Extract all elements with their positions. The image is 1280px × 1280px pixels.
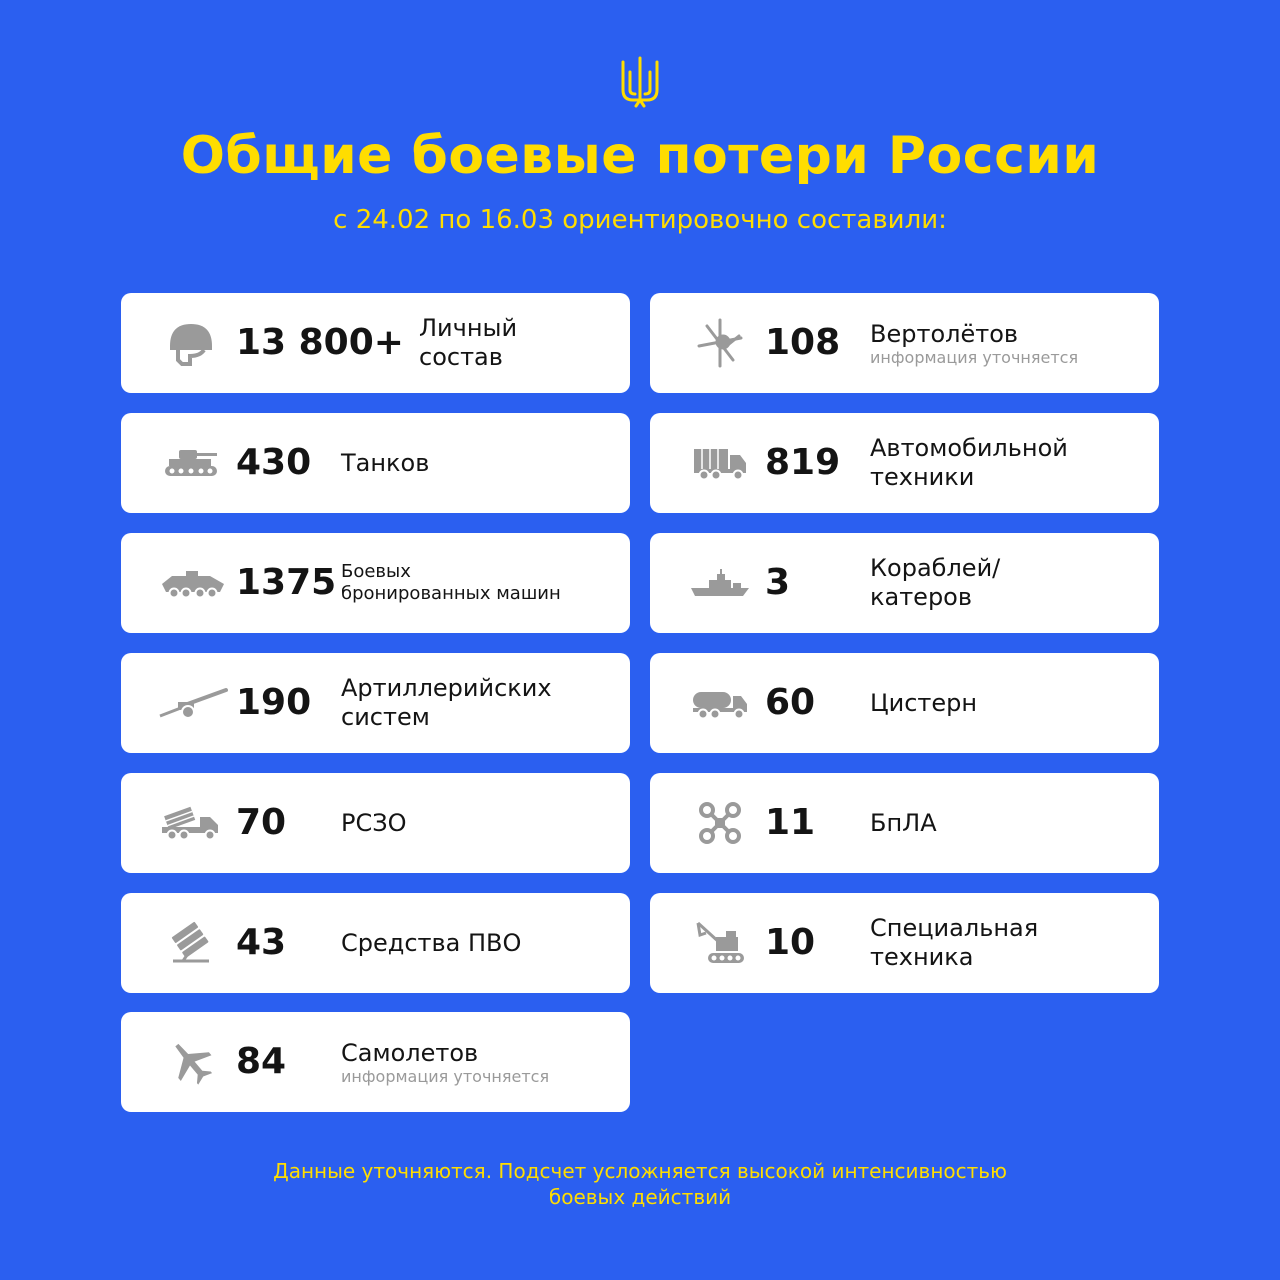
stat-value: 10 <box>765 922 816 963</box>
stat-label-line1: Специальная <box>870 914 1039 942</box>
stat-value: 60 <box>765 682 816 723</box>
page-subtitle: с 24.02 по 16.03 ориентировочно составили: <box>333 205 947 235</box>
stat-value: 13 800+ <box>236 322 404 363</box>
stat-label-line2: техника <box>870 943 974 971</box>
stat-value: 108 <box>765 322 841 363</box>
stat-label-line2: состав <box>419 343 503 371</box>
stat-value: 430 <box>236 442 312 483</box>
stat-label-line1: Автомобильной <box>870 434 1068 462</box>
stat-value: 70 <box>236 802 287 843</box>
excavator-icon <box>688 913 752 973</box>
tanker-truck-icon <box>688 673 752 733</box>
card-artillery <box>121 653 630 753</box>
stat-label-line2: систем <box>341 703 430 731</box>
stat-label-line2: бронированных машин <box>341 583 561 604</box>
stat-label-line1: Личный <box>419 314 518 342</box>
tank-icon <box>159 433 223 493</box>
stat-note: информация уточняется <box>870 347 1079 367</box>
ship-icon <box>688 553 752 613</box>
stat-label <box>870 773 1150 873</box>
card-personnel <box>121 293 630 393</box>
stat-value: 3 <box>765 562 791 603</box>
helicopter-icon <box>688 313 752 373</box>
stat-label <box>341 893 621 993</box>
stat-label-line2: техники <box>870 463 975 491</box>
stat-label-line2: катеров <box>870 583 973 611</box>
card-ships <box>650 533 1159 633</box>
stat-value: 819 <box>765 442 841 483</box>
card-vehicles <box>650 413 1159 513</box>
page-title: Общие боевые потери России <box>180 126 1100 186</box>
card-armored-vehicles <box>121 533 630 633</box>
drone-icon <box>688 793 752 853</box>
footer-note <box>140 1158 1140 1210</box>
stat-label <box>870 653 1150 753</box>
stat-label-line1: БпЛА <box>870 808 937 837</box>
stat-label-line1: Средства ПВО <box>341 928 522 957</box>
card-air-defense <box>121 893 630 993</box>
stat-label-line1: Самолетов <box>341 1038 479 1067</box>
card-tanks <box>121 413 630 513</box>
card-special-equipment <box>650 893 1159 993</box>
footer-line1: Данные уточняются. Подсчет усложняется высокой интенсивностью <box>273 1159 1007 1183</box>
stat-label-line1: Вертолётов <box>870 319 1019 348</box>
footer-line2: боевых действий <box>548 1185 732 1209</box>
card-uav <box>650 773 1159 873</box>
stat-label-line1: Боевых <box>341 561 411 582</box>
rocket-launcher-icon <box>159 793 223 853</box>
card-helicopters <box>650 293 1159 393</box>
stat-label-line1: Кораблей/ <box>870 554 1001 582</box>
stat-value: 1375 <box>236 562 337 603</box>
helmet-icon <box>159 313 223 373</box>
truck-icon <box>688 433 752 493</box>
stat-note: информация уточняется <box>341 1066 550 1086</box>
trident-icon <box>619 56 661 108</box>
stat-label-line1: Танков <box>341 448 430 477</box>
stat-label <box>870 893 1150 993</box>
stat-label <box>870 413 1150 513</box>
apc-icon <box>157 553 229 613</box>
stat-label <box>341 1012 621 1112</box>
stat-label-line1: РСЗО <box>341 808 407 837</box>
stat-value: 43 <box>236 922 287 963</box>
air-defense-icon <box>159 913 223 973</box>
card-mlrs <box>121 773 630 873</box>
stat-label <box>870 293 1150 393</box>
stat-value: 84 <box>236 1041 287 1082</box>
stat-value: 190 <box>236 682 312 723</box>
stat-label <box>341 773 621 873</box>
card-tankers <box>650 653 1159 753</box>
stat-label <box>870 533 1150 633</box>
stat-label <box>341 653 621 753</box>
stat-label-line1: Артиллерийских <box>341 674 552 702</box>
stat-label-line1: Цистерн <box>870 688 978 717</box>
artillery-icon <box>157 673 229 733</box>
stat-label <box>341 413 621 513</box>
stat-value: 11 <box>765 802 816 843</box>
plane-icon <box>159 1032 223 1092</box>
stat-label <box>341 533 621 633</box>
card-aircraft <box>121 1012 630 1112</box>
